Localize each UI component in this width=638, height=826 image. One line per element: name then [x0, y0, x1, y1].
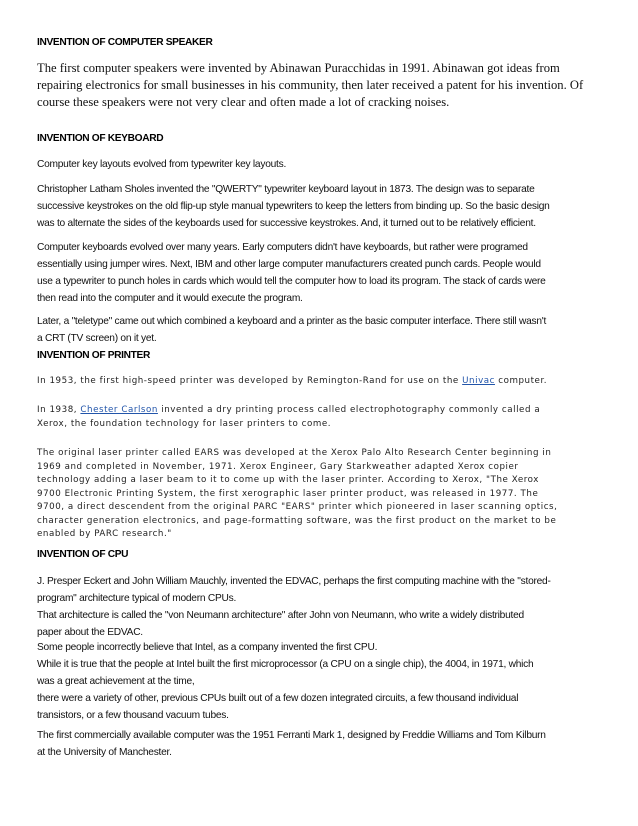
text-line: there were a variety of other, previous CPUs built out of a few dozen integrated circuits, a few thousand individual: [37, 693, 519, 704]
text-line: The first computer speakers were invented by Abinawan Puracchidas in 1991. Abinawan got ideas from: [37, 61, 560, 75]
text-line: then read into the computer and it would execute the program.: [37, 293, 303, 304]
text-line: 9700 Electronic Printing System, the first xerographic laser printer product, was released in 1977. The: [37, 488, 539, 499]
paragraph-keyboard-1: [37, 156, 603, 173]
heading-keyboard: INVENTION OF KEYBOARD: [37, 133, 164, 144]
paragraph-speaker: [37, 60, 603, 111]
text-line: program" architecture typical of modern CPUs.: [37, 593, 237, 604]
text-line: Computer key layouts evolved from typewriter key layouts.: [37, 159, 287, 170]
heading-speaker: INVENTION OF COMPUTER SPEAKER: [37, 37, 213, 48]
text-segment: In 1953, the first high-speed printer was developed by Remington-Rand for use on the: [37, 376, 463, 386]
text-line: Later, a "teletype" came out which combined a keyboard and a printer as the basic computer interface. There still wasn't: [37, 316, 547, 327]
text-line: While it is true that the people at Intel built the first microprocessor (a CPU on a single chip), the 4004, in 1971, which: [37, 659, 534, 670]
paragraph-printer-3: [37, 447, 603, 542]
paragraph-cpu-2: [37, 639, 603, 724]
text-line: essentially using jumper wires. Next, IBM and other large computer manufacturers created punch cards. People would: [37, 259, 541, 270]
text-line: successive keystrokes on the old flip-up style manual typewriters to keep the letters from binding up. So the basic design: [37, 201, 550, 212]
text-line: J. Presper Eckert and John William Mauchly, invented the EDVAC, perhaps the first computing machine with the "stored-: [37, 576, 551, 587]
heading-printer: INVENTION OF PRINTER: [37, 350, 150, 361]
text-line: transistors, or a few thousand vacuum tubes.: [37, 710, 229, 721]
text-line: at the University of Manchester.: [37, 747, 172, 758]
text-line: [37, 375, 603, 389]
text-line: enabled by PARC research.": [37, 529, 172, 539]
text-line: was a great achievement at the time,: [37, 676, 195, 687]
chester-carlson-link[interactable]: Chester Carlson: [80, 405, 158, 415]
text-line: a CRT (TV screen) on it yet.: [37, 333, 157, 344]
text-line: course these speakers were not very clear and often made a lot of cracking noises.: [37, 95, 450, 109]
paragraph-printer-1: [37, 375, 603, 389]
text-line: Xerox, the foundation technology for laser printers to come.: [37, 418, 332, 429]
text-line: [37, 404, 603, 418]
paragraph-keyboard-4: [37, 313, 603, 347]
text-line: Computer keyboards evolved over many years. Early computers didn't have keyboards, but rather were programed: [37, 242, 528, 253]
paragraph-keyboard-2: [37, 181, 603, 232]
text-line: technology adding a laser beam to it to come up with the laser printer. According to Xerox, "The Xerox: [37, 475, 539, 485]
paragraph-printer-2: [37, 404, 603, 431]
text-segment: invented a dry printing process called electrophotography commonly called a: [157, 405, 541, 415]
text-line: 9700, a direct descendent from the original PARC "EARS" printer which pioneered in laser scanning optics,: [37, 502, 558, 512]
text-segment: computer.: [494, 376, 548, 386]
text-line: 1969 and completed in November, 1971. Xerox Engineer, Gary Starkweather adapted Xerox copier: [37, 461, 519, 472]
text-line: use a typewriter to punch holes in cards which would tell the computer how to load its program. The stack of cards were: [37, 276, 546, 287]
text-line: That architecture is called the "von Neumann architecture" after John von Neumann, who write a widely distributed: [37, 610, 524, 621]
paragraph-cpu-1: [37, 573, 603, 641]
text-line: The original laser printer called EARS was developed at the Xerox Palo Alto Research Center beginning in: [37, 448, 552, 458]
heading-cpu: INVENTION OF CPU: [37, 549, 129, 560]
text-line: The first commercially available computer was the 1951 Ferranti Mark 1, designed by Freddie Williams and Tom Kilburn: [37, 730, 546, 741]
text-line: Some people incorrectly believe that Intel, as a company invented the first CPU.: [37, 642, 378, 653]
text-line: paper about the EDVAC.: [37, 627, 143, 638]
paragraph-cpu-3: [37, 727, 603, 761]
univac-link[interactable]: Univac: [462, 376, 495, 386]
text-segment: In 1938,: [37, 405, 81, 415]
text-line: Christopher Latham Sholes invented the "QWERTY" typewriter keyboard layout in 1873. The design was to separate: [37, 184, 535, 195]
text-line: was to alternate the sides of the keyboards used for successive keystrokes. And, it turned out to be relatively efficient.: [37, 218, 536, 229]
paragraph-keyboard-3: [37, 239, 603, 307]
text-line: character generation electronics, and page-formatting software, was the first product on the market to be: [37, 515, 557, 526]
text-line: repairing electronics for small businesses in his community, then later received a patent for his invention. Of: [37, 78, 584, 92]
